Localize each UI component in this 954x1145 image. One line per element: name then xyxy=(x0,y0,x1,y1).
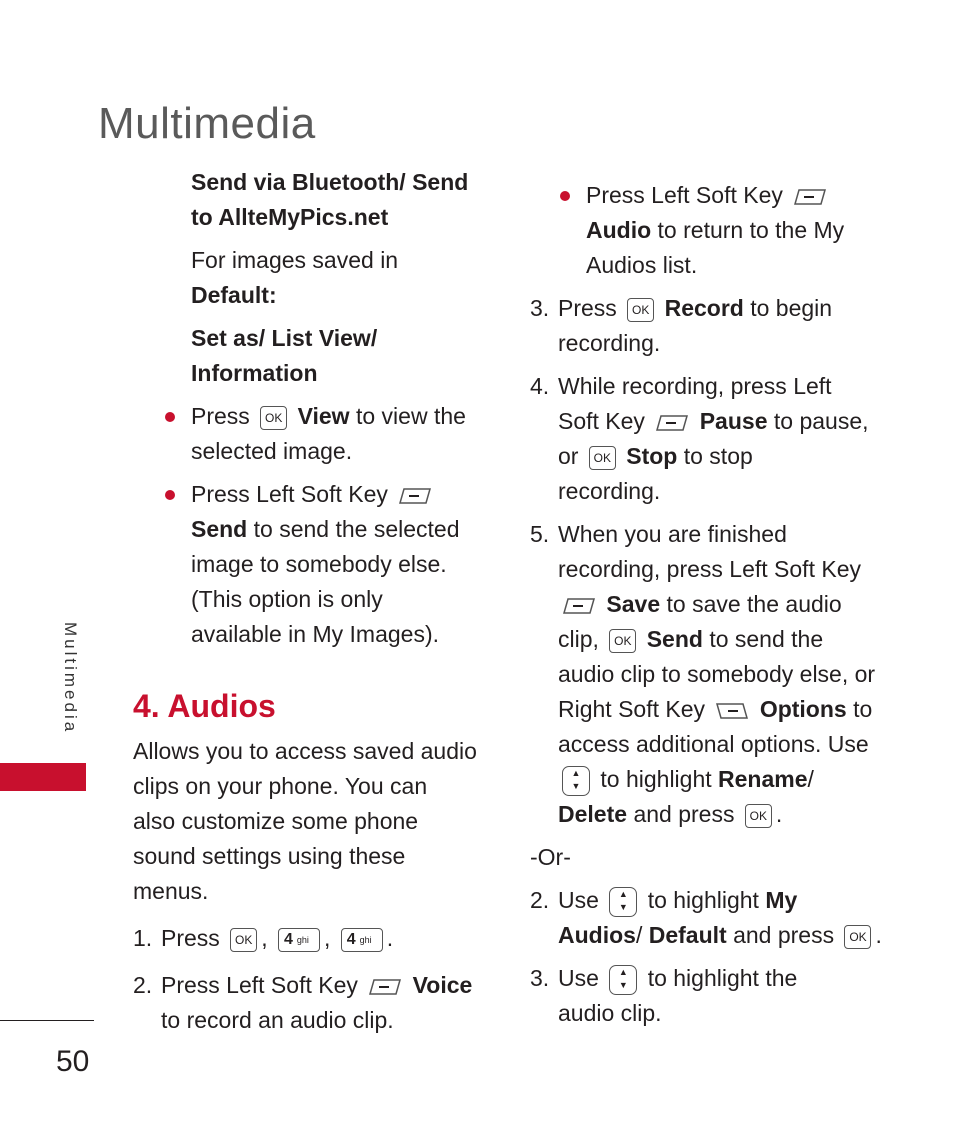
footer-rule xyxy=(0,1020,94,1021)
ok-key-icon: OK xyxy=(627,298,654,322)
ok-key-icon: OK xyxy=(230,928,257,952)
list-item: Press Left Soft Key Audio to return to the My Audios list. xyxy=(530,178,890,283)
step-item: 3. Press OK Record to begin recording. xyxy=(530,295,833,356)
section-tab-marker xyxy=(0,763,86,791)
step-item: 5. When you are finished recording, press Left Soft Key Save to save the audio clip, OK Send to send the audio clip to somebody else, or Right Soft Key Options to access additional options. Use ▲ ▼ to highlight Rename/ Delete and press OK . xyxy=(530,521,876,827)
four-ghi-key-icon: 4 ghi xyxy=(341,928,383,952)
step-item: 2. Press Left Soft Key Voice to record an audio clip. xyxy=(133,972,473,1033)
or-separator: -Or- xyxy=(530,844,571,870)
left-soft-key-icon xyxy=(562,595,596,617)
step-item: 3. Use ▲ ▼ to highlight the audio clip. xyxy=(530,965,798,1026)
step-item: 1. Press OK , 4 ghi , 4 ghi . xyxy=(133,925,394,951)
bullet-dot xyxy=(165,412,175,422)
left-soft-key-icon xyxy=(793,186,827,208)
left-soft-key-icon xyxy=(398,485,432,507)
options-list: Set as/ List View/ Information xyxy=(191,325,378,386)
step-item: 2. Use ▲ ▼ to highlight My Audios/ Default and press OK . xyxy=(530,887,882,948)
list-item: Press OK View to view the selected image. xyxy=(133,399,488,469)
bullet-dot xyxy=(560,191,570,201)
ok-key-icon: OK xyxy=(260,406,287,430)
audios-intro: Allows you to access saved audio clips on your phone. You can also customize some phone sound settings using these menus. xyxy=(133,738,477,904)
left-column xyxy=(133,165,488,1038)
right-soft-key-icon xyxy=(715,700,749,722)
nav-up-down-key-icon: ▲ ▼ xyxy=(609,965,637,995)
page-number: 50 xyxy=(56,1045,90,1078)
left-soft-key-icon xyxy=(655,412,689,434)
send-option-heading: Send via Bluetooth/ Send to AllteMyPics.net xyxy=(191,169,469,230)
list-item: Press Left Soft Key Send to send the selected image to somebody else. (This option is only available in My Images). xyxy=(133,477,488,652)
bullet-dot xyxy=(165,490,175,500)
step-item: 4. While recording, press Left Soft Key Pause to pause, or OK Stop to stop recording. xyxy=(530,373,869,504)
left-soft-key-icon xyxy=(368,976,402,998)
four-ghi-key-icon: 4 ghi xyxy=(278,928,320,952)
page-title: Multimedia xyxy=(98,99,316,149)
section-side-label: Multimedia xyxy=(61,622,80,735)
ok-key-icon: OK xyxy=(844,925,871,949)
nav-up-down-key-icon: ▲ ▼ xyxy=(609,887,637,917)
default-note: For images saved in Default: xyxy=(191,247,399,308)
nav-up-down-key-icon: ▲ ▼ xyxy=(562,766,590,796)
right-column xyxy=(530,178,890,1031)
ok-key-icon: OK xyxy=(589,446,616,470)
ok-key-icon: OK xyxy=(609,629,636,653)
section-heading-audios: 4. Audios xyxy=(133,688,276,724)
ok-key-icon: OK xyxy=(745,804,772,828)
